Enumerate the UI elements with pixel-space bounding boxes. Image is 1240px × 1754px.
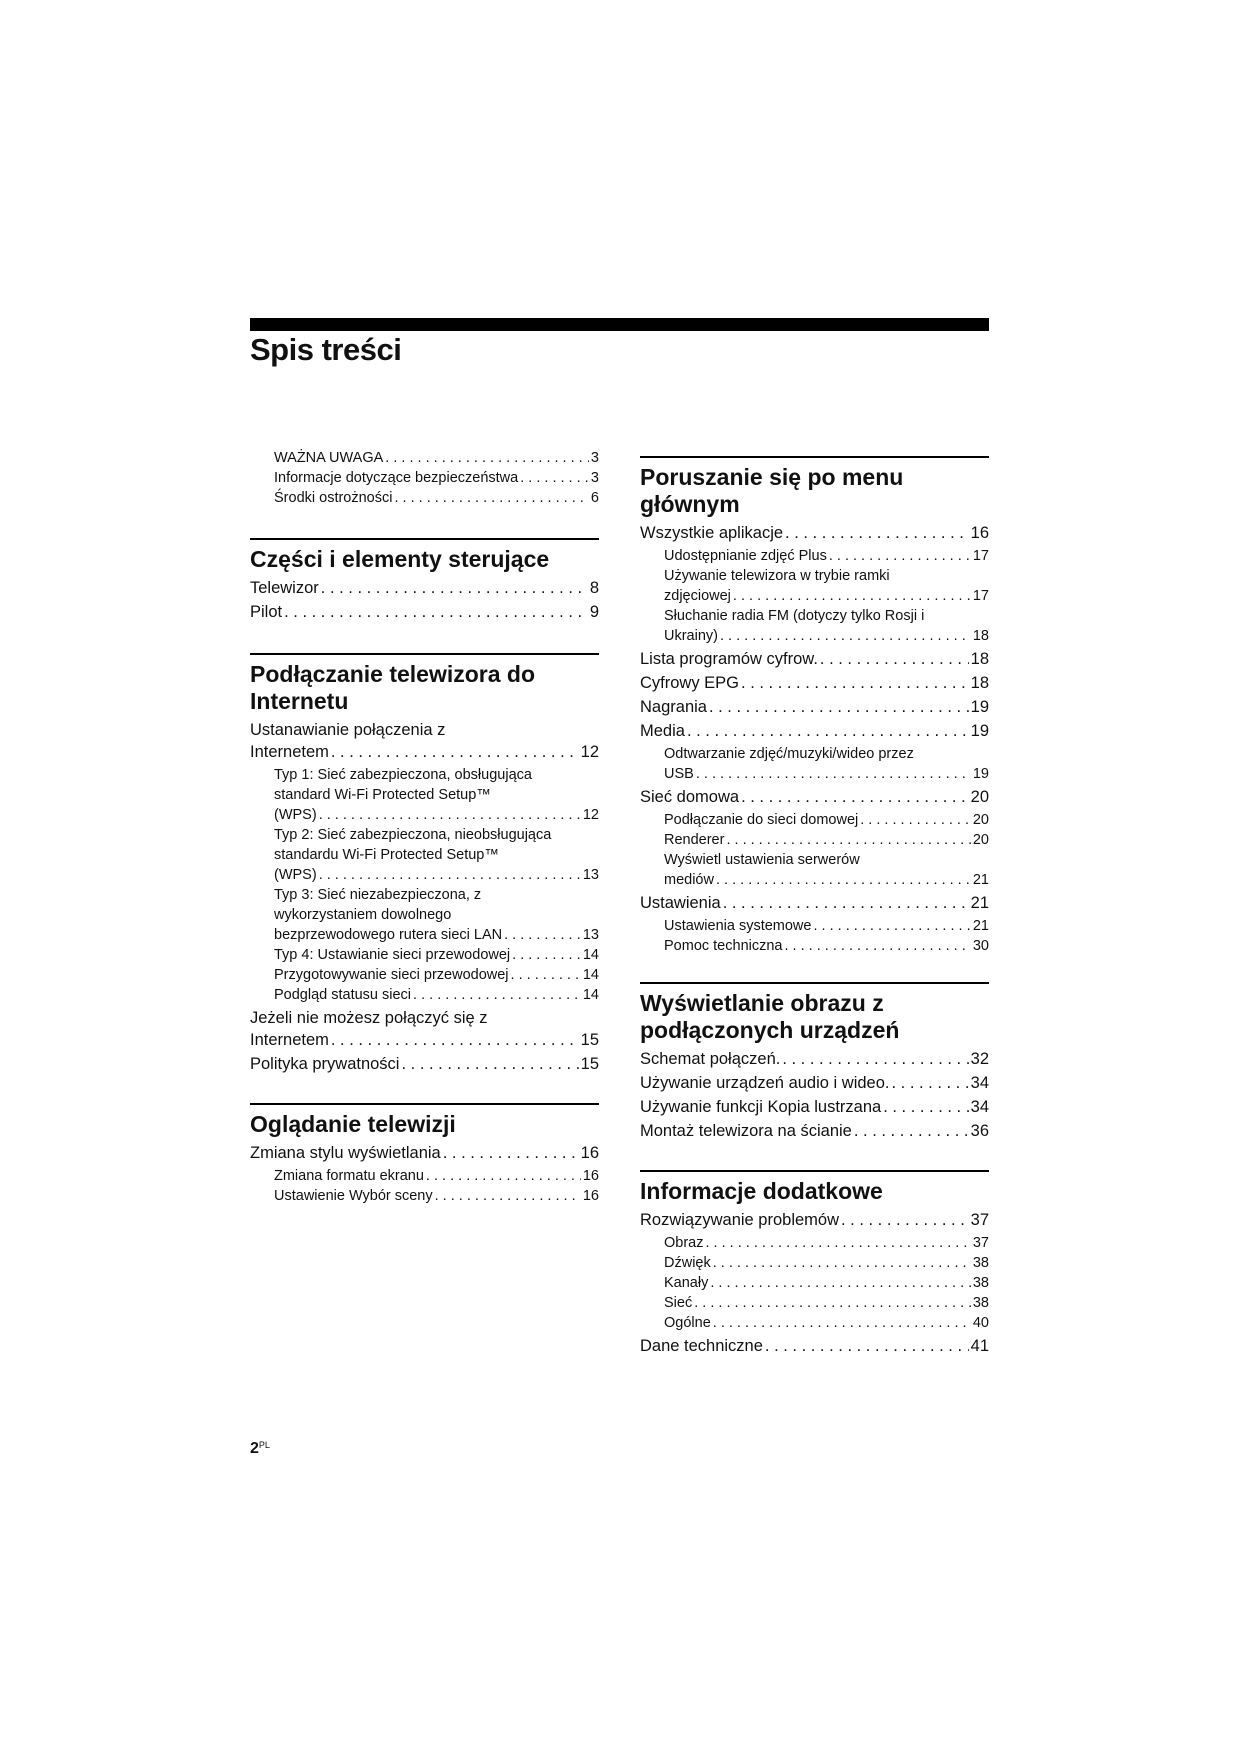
toc-entry[interactable]: WAŻNA UWAGA . . . 3 bbox=[274, 448, 599, 468]
toc-entry[interactable]: Typ 1: Sieć zabezpieczona, obsługująca standard Wi-Fi Protected Setup™ (WPS) . . . 12 bbox=[274, 765, 599, 825]
toc-entry[interactable]: Ustawienie Wybór sceny . . . 16 bbox=[274, 1186, 599, 1206]
section-title-informacje: Informacje dodatkowe bbox=[640, 1178, 883, 1204]
section-divider bbox=[250, 1103, 599, 1105]
title-rule bbox=[250, 318, 989, 331]
toc-entry[interactable]: Ustanawianie połączenia z Internetem . . . 12 bbox=[250, 719, 599, 763]
toc-entry[interactable]: Typ 2: Sieć zabezpieczona, nieobsługująca standardu Wi-Fi Protected Setup™ (WPS) . . . 13 bbox=[274, 825, 599, 885]
page-locale: PL bbox=[258, 1440, 270, 1450]
toc-entry[interactable]: Typ 4: Ustawianie sieci przewodowej . . . 14 bbox=[274, 945, 599, 965]
toc-entry[interactable]: Nagrania . . . 19 bbox=[640, 696, 989, 718]
section-title-wyswietlanie: Wyświetlanie obrazu z podłączonych urządzeń bbox=[640, 990, 900, 1043]
section-divider bbox=[640, 1170, 989, 1172]
toc-entry[interactable]: Zmiana stylu wyświetlania . . . 16 bbox=[250, 1142, 599, 1164]
toc-entry[interactable]: Renderer . . . 20 bbox=[664, 830, 989, 850]
toc-entry[interactable]: Dane techniczne . . . 41 bbox=[640, 1335, 989, 1357]
section-title-ogladanie: Oglądanie telewizji bbox=[250, 1111, 456, 1137]
section-divider bbox=[250, 538, 599, 540]
toc-entry[interactable]: Ustawienia systemowe . . . 21 bbox=[664, 916, 989, 936]
toc-entry[interactable]: Używanie funkcji Kopia lustrzana . . . 34 bbox=[640, 1096, 989, 1118]
toc-entry[interactable]: Wyświetl ustawienia serwerów mediów . . . 21 bbox=[664, 850, 989, 890]
toc-entry[interactable]: Przygotowywanie sieci przewodowej . . . 14 bbox=[274, 965, 599, 985]
toc-right-column bbox=[640, 448, 989, 1359]
toc-entry[interactable]: Odtwarzanie zdjęć/muzyki/wideo przez USB . . . 19 bbox=[664, 744, 989, 784]
toc-entry[interactable]: Ogólne . . . 40 bbox=[664, 1313, 989, 1333]
toc-entry[interactable]: Udostępnianie zdjęć Plus . . . 17 bbox=[664, 546, 989, 566]
toc-entry[interactable]: Schemat połączeń. . . . 32 bbox=[640, 1048, 989, 1070]
toc-entry[interactable]: Cyfrowy EPG . . . 18 bbox=[640, 672, 989, 694]
toc-entry[interactable]: Rozwiązywanie problemów . . . 37 bbox=[640, 1209, 989, 1231]
section-divider bbox=[250, 653, 599, 655]
toc-entry[interactable]: Wszystkie aplikacje . . . 16 bbox=[640, 522, 989, 544]
toc-entry[interactable]: Pomoc techniczna . . . 30 bbox=[664, 936, 989, 956]
toc-entry[interactable]: Środki ostrożności . . . 6 bbox=[274, 488, 599, 508]
toc-entry[interactable]: Informacje dotyczące bezpieczeństwa . . . 3 bbox=[274, 468, 599, 488]
section-divider bbox=[640, 456, 989, 458]
toc-entry[interactable]: Obraz . . . 37 bbox=[664, 1233, 989, 1253]
section-title-czesci: Części i elementy sterujące bbox=[250, 546, 550, 572]
page-title: Spis treści bbox=[250, 332, 402, 367]
toc-entry[interactable]: Polityka prywatności . . . 15 bbox=[250, 1053, 599, 1075]
toc-entry[interactable]: Używanie telewizora w trybie ramki zdjęciowej . . . 17 bbox=[664, 566, 989, 606]
toc-entry[interactable]: Lista programów cyfrow. . . . 18 bbox=[640, 648, 989, 670]
toc-entry[interactable]: Zmiana formatu ekranu . . . 16 bbox=[274, 1166, 599, 1186]
toc-entry[interactable]: Słuchanie radia FM (dotyczy tylko Rosji i Ukrainy) . . . 18 bbox=[664, 606, 989, 646]
toc-entry[interactable]: Podłączanie do sieci domowej . . . 20 bbox=[664, 810, 989, 830]
toc-entry[interactable]: Sieć . . . 38 bbox=[664, 1293, 989, 1313]
toc-entry[interactable]: Używanie urządzeń audio i wideo. . . . 34 bbox=[640, 1072, 989, 1094]
toc-entry[interactable]: Dźwięk . . . 38 bbox=[664, 1253, 989, 1273]
toc-entry[interactable]: Ustawienia . . . 21 bbox=[640, 892, 989, 914]
page-number: $2^{PL}$ bbox=[250, 1440, 270, 1457]
toc-entry[interactable]: Kanały . . . 38 bbox=[664, 1273, 989, 1293]
section-divider bbox=[640, 982, 989, 984]
toc-entry[interactable]: Pilot . . . 9 bbox=[250, 601, 599, 623]
toc-entry[interactable]: Typ 3: Sieć niezabezpieczona, z wykorzystaniem dowolnego bezprzewodowego rutera sieci LAN . . . 13 bbox=[274, 885, 599, 945]
toc-entry[interactable]: Jeżeli nie możesz połączyć się z Internetem . . . 15 bbox=[250, 1007, 599, 1051]
toc-left-column bbox=[250, 448, 599, 1206]
toc-entry[interactable]: Sieć domowa . . . 20 bbox=[640, 786, 989, 808]
toc-entry[interactable]: Montaż telewizora na ścianie . . . 36 bbox=[640, 1120, 989, 1142]
toc-entry[interactable]: Telewizor . . . 8 bbox=[250, 577, 599, 599]
toc-entry[interactable]: Media . . . 19 bbox=[640, 720, 989, 742]
section-title-podlaczanie: Podłączanie telewizora do Internetu bbox=[250, 661, 536, 714]
toc-entry[interactable]: Podgląd statusu sieci . . . 14 bbox=[274, 985, 599, 1005]
section-title-poruszanie: Poruszanie się po menu głównym bbox=[640, 464, 904, 517]
